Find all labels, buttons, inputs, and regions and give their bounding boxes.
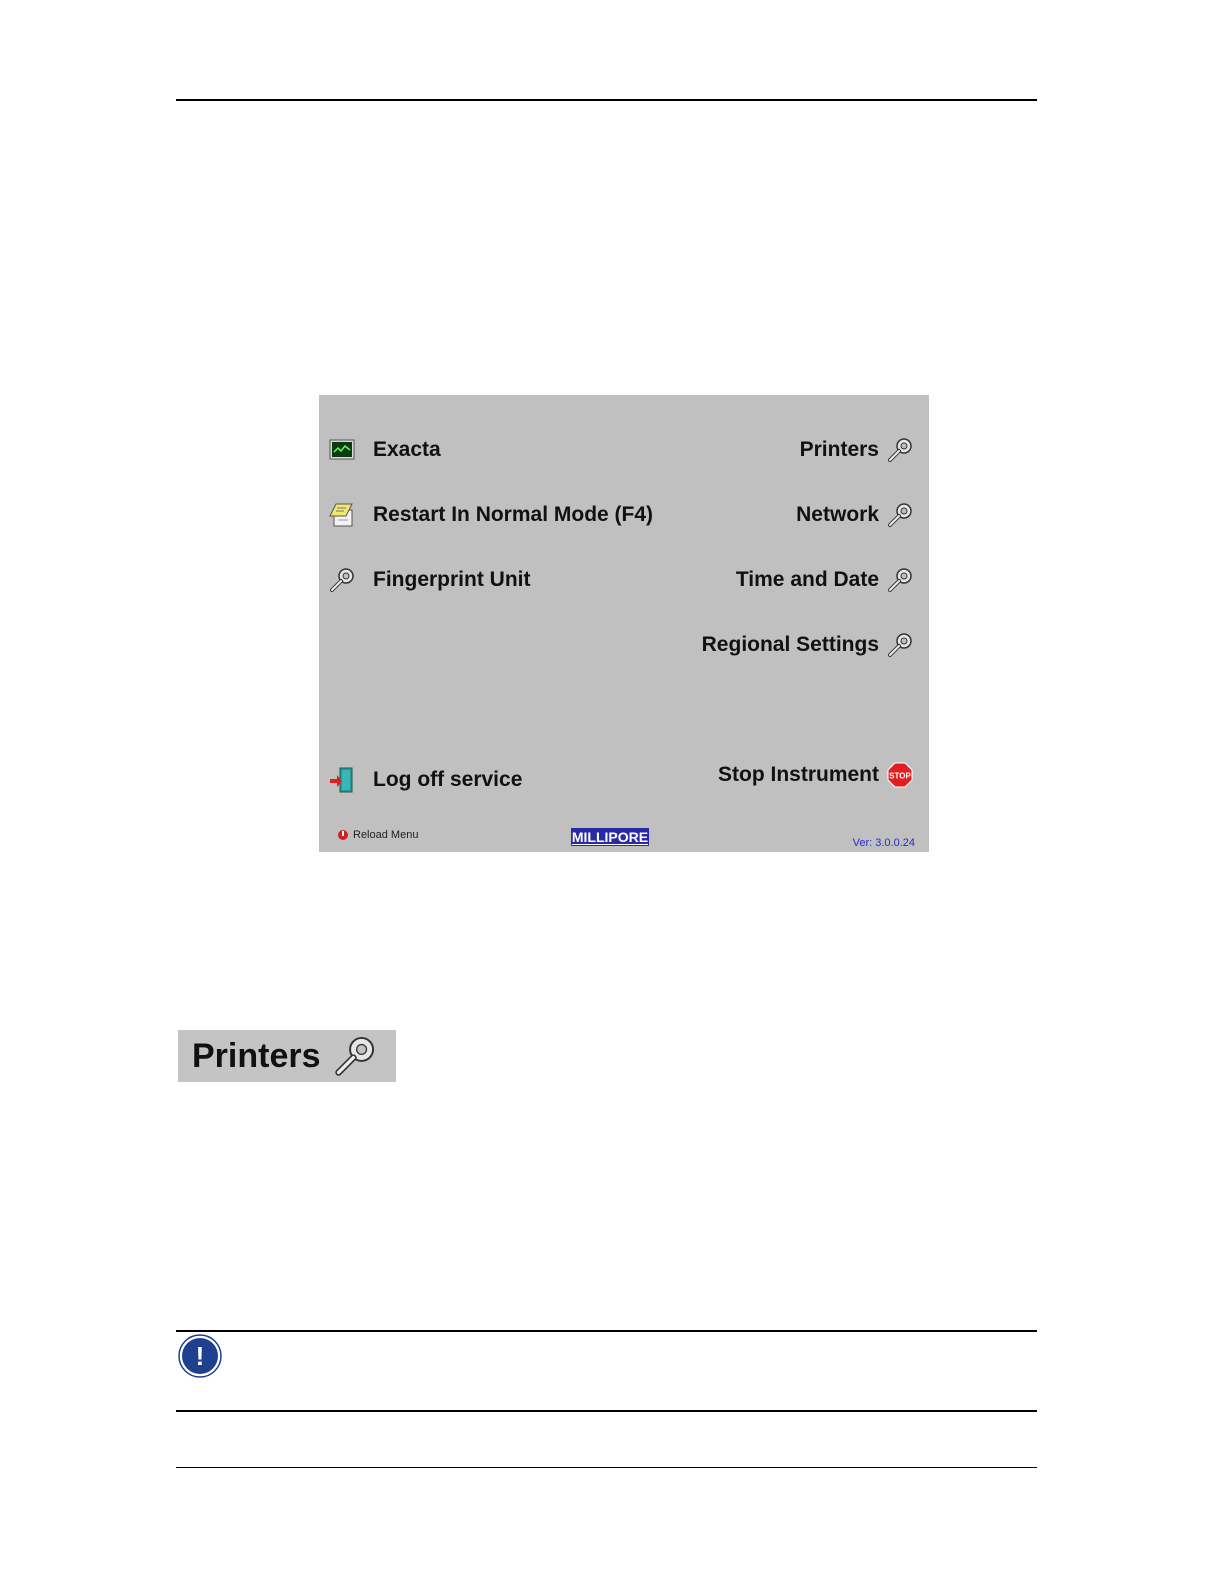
wrench-icon bbox=[331, 1032, 379, 1080]
menu-item-restart-normal-mode[interactable] bbox=[327, 498, 653, 532]
wrench-icon bbox=[885, 500, 915, 530]
wrench-icon bbox=[327, 565, 357, 595]
exclamation-icon bbox=[178, 1334, 222, 1378]
menu-item-label: Printers bbox=[799, 438, 879, 461]
menu-item-label: Regional Settings bbox=[701, 633, 879, 656]
menu-item-fingerprint-unit[interactable] bbox=[327, 563, 530, 597]
menu-item-exacta[interactable] bbox=[327, 433, 441, 467]
note-top-rule bbox=[176, 1330, 1037, 1332]
printers-button-callout bbox=[178, 1030, 396, 1082]
menu-item-label: Time and Date bbox=[735, 568, 879, 591]
wrench-icon bbox=[885, 630, 915, 660]
wrench-icon bbox=[885, 565, 915, 595]
menu-item-printers[interactable] bbox=[800, 433, 915, 467]
door-exit-icon bbox=[327, 765, 357, 795]
reload-icon bbox=[337, 829, 349, 841]
menu-item-label: Stop Instrument bbox=[718, 763, 879, 786]
menu-item-label: Network bbox=[796, 503, 879, 526]
reload-menu-link[interactable] bbox=[337, 829, 418, 841]
svg-text:STOP: STOP bbox=[889, 771, 911, 781]
millipore-logo bbox=[571, 828, 649, 846]
footer-rule bbox=[176, 1467, 1037, 1468]
header-rule bbox=[176, 99, 1037, 101]
notepad-icon bbox=[327, 500, 357, 530]
stop-sign-icon bbox=[885, 760, 915, 790]
svg-text:!: ! bbox=[195, 1341, 205, 1371]
service-menu-screen bbox=[319, 395, 929, 852]
menu-item-label: Exacta bbox=[373, 438, 441, 461]
logo-text: MILLIPORE bbox=[571, 829, 649, 845]
menu-item-network[interactable] bbox=[796, 498, 915, 532]
menu-item-label: Log off service bbox=[373, 768, 523, 791]
menu-item-regional-settings[interactable] bbox=[702, 628, 915, 662]
note-bottom-rule bbox=[176, 1410, 1037, 1412]
menu-item-label: Restart In Normal Mode (F4) bbox=[373, 503, 654, 526]
menu-item-stop-instrument[interactable] bbox=[718, 758, 915, 792]
menu-item-label: Fingerprint Unit bbox=[373, 568, 531, 591]
version-label: Ver: 3.0.0.24 bbox=[852, 837, 915, 849]
menu-item-log-off-service[interactable] bbox=[327, 763, 522, 797]
wrench-icon bbox=[885, 435, 915, 465]
reload-menu-label: Reload Menu bbox=[353, 829, 419, 841]
callout-label: Printers bbox=[192, 1036, 321, 1075]
menu-item-time-and-date[interactable] bbox=[736, 563, 915, 597]
monitor-icon bbox=[327, 435, 357, 465]
